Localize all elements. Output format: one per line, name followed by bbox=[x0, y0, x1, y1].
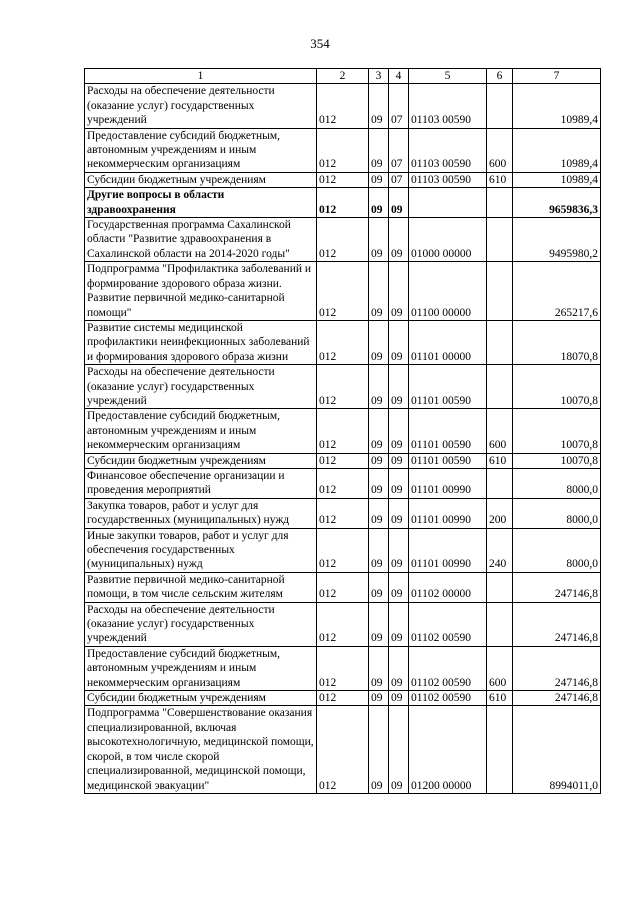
row-name-cell: Подпрограмма "Совершенствование оказания специализированной, включая высокотехнологичную, медицинской помощи, скорой, в том числе скорой специализированной, медицинской помощи, медицинской эвакуации" bbox=[85, 706, 317, 793]
row-target-article-cell: 01100 00000 bbox=[409, 262, 487, 321]
row-amount-cell: 10989,4 bbox=[513, 172, 601, 187]
column-header: 3 bbox=[369, 69, 389, 84]
table-row bbox=[85, 365, 601, 409]
row-section-cell: 09 bbox=[369, 84, 389, 128]
column-header: 1 bbox=[85, 69, 317, 84]
row-amount-cell: 10070,8 bbox=[513, 409, 601, 453]
row-target-article-cell: 01102 00590 bbox=[409, 602, 487, 646]
column-header: 4 bbox=[389, 69, 409, 84]
row-subsection-cell: 09 bbox=[389, 572, 409, 602]
row-amount-cell: 10989,4 bbox=[513, 128, 601, 172]
column-header: 7 bbox=[513, 69, 601, 84]
row-amount-cell: 247146,8 bbox=[513, 646, 601, 690]
row-target-article-cell: 01101 00990 bbox=[409, 498, 487, 528]
row-code-cell: 012 bbox=[317, 320, 369, 364]
table-row bbox=[85, 602, 601, 646]
column-header: 5 bbox=[409, 69, 487, 84]
row-expense-type-cell bbox=[487, 572, 513, 602]
row-amount-cell: 10070,8 bbox=[513, 365, 601, 409]
row-amount-cell: 9659836,3 bbox=[513, 188, 601, 218]
row-section-cell: 09 bbox=[369, 218, 389, 262]
table-header-row bbox=[85, 69, 601, 84]
row-subsection-cell: 09 bbox=[389, 218, 409, 262]
row-code-cell: 012 bbox=[317, 365, 369, 409]
row-amount-cell: 8000,0 bbox=[513, 468, 601, 498]
row-code-cell: 012 bbox=[317, 528, 369, 572]
row-code-cell: 012 bbox=[317, 572, 369, 602]
row-expense-type-cell bbox=[487, 262, 513, 321]
row-target-article-cell: 01101 00590 bbox=[409, 409, 487, 453]
row-code-cell: 012 bbox=[317, 498, 369, 528]
row-code-cell: 012 bbox=[317, 646, 369, 690]
row-expense-type-cell bbox=[487, 706, 513, 793]
row-expense-type-cell: 240 bbox=[487, 528, 513, 572]
table-row bbox=[85, 453, 601, 468]
row-code-cell: 012 bbox=[317, 188, 369, 218]
row-name-cell: Другие вопросы в области здравоохранения bbox=[85, 188, 317, 218]
row-subsection-cell: 07 bbox=[389, 84, 409, 128]
row-amount-cell: 8994011,0 bbox=[513, 706, 601, 793]
row-expense-type-cell bbox=[487, 468, 513, 498]
row-amount-cell: 8000,0 bbox=[513, 528, 601, 572]
row-target-article-cell bbox=[409, 188, 487, 218]
row-amount-cell: 10070,8 bbox=[513, 453, 601, 468]
table-row bbox=[85, 572, 601, 602]
row-name-cell: Предоставление субсидий бюджетным, автономным учреждениям и иным некоммерческим организациям bbox=[85, 646, 317, 690]
column-header: 6 bbox=[487, 69, 513, 84]
row-expense-type-cell: 610 bbox=[487, 453, 513, 468]
table-row bbox=[85, 409, 601, 453]
row-name-cell: Расходы на обеспечение деятельности (оказание услуг) государственных учреждений bbox=[85, 84, 317, 128]
table-row bbox=[85, 498, 601, 528]
row-expense-type-cell: 610 bbox=[487, 691, 513, 706]
column-header: 2 bbox=[317, 69, 369, 84]
row-code-cell: 012 bbox=[317, 691, 369, 706]
row-expense-type-cell: 200 bbox=[487, 498, 513, 528]
table-row bbox=[85, 262, 601, 321]
row-subsection-cell: 09 bbox=[389, 409, 409, 453]
row-subsection-cell: 09 bbox=[389, 468, 409, 498]
row-target-article-cell: 01200 00000 bbox=[409, 706, 487, 793]
row-name-cell: Субсидии бюджетным учреждениям bbox=[85, 172, 317, 187]
row-subsection-cell: 09 bbox=[389, 646, 409, 690]
table-row bbox=[85, 128, 601, 172]
row-name-cell: Иные закупки товаров, работ и услуг для обеспечения государственных (муниципальных) нужд bbox=[85, 528, 317, 572]
row-subsection-cell: 09 bbox=[389, 262, 409, 321]
row-section-cell: 09 bbox=[369, 172, 389, 187]
table-row bbox=[85, 320, 601, 364]
table-row bbox=[85, 706, 601, 793]
row-code-cell: 012 bbox=[317, 172, 369, 187]
row-section-cell: 09 bbox=[369, 691, 389, 706]
table-row bbox=[85, 646, 601, 690]
row-subsection-cell: 09 bbox=[389, 188, 409, 218]
row-target-article-cell: 01103 00590 bbox=[409, 128, 487, 172]
row-subsection-cell: 09 bbox=[389, 528, 409, 572]
row-section-cell: 09 bbox=[369, 498, 389, 528]
row-subsection-cell: 09 bbox=[389, 365, 409, 409]
row-expense-type-cell: 610 bbox=[487, 172, 513, 187]
row-subsection-cell: 09 bbox=[389, 498, 409, 528]
row-amount-cell: 247146,8 bbox=[513, 691, 601, 706]
table-row bbox=[85, 172, 601, 187]
row-subsection-cell: 09 bbox=[389, 691, 409, 706]
row-code-cell: 012 bbox=[317, 128, 369, 172]
row-code-cell: 012 bbox=[317, 84, 369, 128]
row-name-cell: Расходы на обеспечение деятельности (оказание услуг) государственных учреждений bbox=[85, 365, 317, 409]
table-row bbox=[85, 528, 601, 572]
row-expense-type-cell: 600 bbox=[487, 128, 513, 172]
row-code-cell: 012 bbox=[317, 218, 369, 262]
table-row bbox=[85, 218, 601, 262]
row-code-cell: 012 bbox=[317, 453, 369, 468]
row-section-cell: 09 bbox=[369, 528, 389, 572]
row-name-cell: Субсидии бюджетным учреждениям bbox=[85, 453, 317, 468]
row-amount-cell: 10989,4 bbox=[513, 84, 601, 128]
budget-table bbox=[84, 68, 601, 794]
row-amount-cell: 247146,8 bbox=[513, 602, 601, 646]
row-amount-cell: 247146,8 bbox=[513, 572, 601, 602]
row-expense-type-cell: 600 bbox=[487, 646, 513, 690]
row-target-article-cell: 01102 00590 bbox=[409, 691, 487, 706]
row-target-article-cell: 01101 00590 bbox=[409, 365, 487, 409]
row-amount-cell: 265217,6 bbox=[513, 262, 601, 321]
row-name-cell: Подпрограмма "Профилактика заболеваний и формирование здорового образа жизни. Развитие первичной медико-санитарной помощи" bbox=[85, 262, 317, 321]
row-expense-type-cell bbox=[487, 365, 513, 409]
row-expense-type-cell bbox=[487, 84, 513, 128]
table-row bbox=[85, 468, 601, 498]
row-amount-cell: 18070,8 bbox=[513, 320, 601, 364]
row-section-cell: 09 bbox=[369, 572, 389, 602]
row-subsection-cell: 09 bbox=[389, 602, 409, 646]
row-section-cell: 09 bbox=[369, 453, 389, 468]
page-number: 354 bbox=[310, 36, 330, 51]
row-code-cell: 012 bbox=[317, 706, 369, 793]
row-name-cell: Государственная программа Сахалинской области "Развитие здравоохранения в Сахалинской области на 2014-2020 годы" bbox=[85, 218, 317, 262]
row-name-cell: Предоставление субсидий бюджетным, автономным учреждениям и иным некоммерческим организациям bbox=[85, 128, 317, 172]
row-code-cell: 012 bbox=[317, 468, 369, 498]
row-subsection-cell: 09 bbox=[389, 706, 409, 793]
row-name-cell: Развитие системы медицинской профилактики неинфекционных заболеваний и формирования здорового образа жизни bbox=[85, 320, 317, 364]
row-name-cell: Финансовое обеспечение организации и проведения мероприятий bbox=[85, 468, 317, 498]
row-target-article-cell: 01101 00000 bbox=[409, 320, 487, 364]
row-name-cell: Субсидии бюджетным учреждениям bbox=[85, 691, 317, 706]
row-subsection-cell: 09 bbox=[389, 453, 409, 468]
row-section-cell: 09 bbox=[369, 646, 389, 690]
row-target-article-cell: 01101 00590 bbox=[409, 453, 487, 468]
row-section-cell: 09 bbox=[369, 320, 389, 364]
table-row bbox=[85, 188, 601, 218]
row-code-cell: 012 bbox=[317, 409, 369, 453]
row-code-cell: 012 bbox=[317, 602, 369, 646]
row-amount-cell: 8000,0 bbox=[513, 498, 601, 528]
table-row bbox=[85, 691, 601, 706]
row-subsection-cell: 07 bbox=[389, 172, 409, 187]
row-section-cell: 09 bbox=[369, 706, 389, 793]
row-target-article-cell: 01103 00590 bbox=[409, 172, 487, 187]
row-section-cell: 09 bbox=[369, 409, 389, 453]
row-target-article-cell: 01000 00000 bbox=[409, 218, 487, 262]
row-subsection-cell: 07 bbox=[389, 128, 409, 172]
row-expense-type-cell bbox=[487, 218, 513, 262]
row-expense-type-cell: 600 bbox=[487, 409, 513, 453]
row-target-article-cell: 01101 00990 bbox=[409, 468, 487, 498]
row-section-cell: 09 bbox=[369, 262, 389, 321]
row-name-cell: Развитие первичной медико-санитарной помощи, в том числе сельским жителям bbox=[85, 572, 317, 602]
row-expense-type-cell bbox=[487, 602, 513, 646]
row-subsection-cell: 09 bbox=[389, 320, 409, 364]
row-section-cell: 09 bbox=[369, 128, 389, 172]
row-section-cell: 09 bbox=[369, 468, 389, 498]
row-target-article-cell: 01103 00590 bbox=[409, 84, 487, 128]
row-name-cell: Расходы на обеспечение деятельности (оказание услуг) государственных учреждений bbox=[85, 602, 317, 646]
row-target-article-cell: 01102 00000 bbox=[409, 572, 487, 602]
table-row bbox=[85, 84, 601, 128]
row-expense-type-cell bbox=[487, 188, 513, 218]
row-target-article-cell: 01102 00590 bbox=[409, 646, 487, 690]
row-target-article-cell: 01101 00990 bbox=[409, 528, 487, 572]
row-amount-cell: 9495980,2 bbox=[513, 218, 601, 262]
row-name-cell: Закупка товаров, работ и услуг для государственных (муниципальных) нужд bbox=[85, 498, 317, 528]
row-section-cell: 09 bbox=[369, 188, 389, 218]
row-name-cell: Предоставление субсидий бюджетным, автономным учреждениям и иным некоммерческим организациям bbox=[85, 409, 317, 453]
row-section-cell: 09 bbox=[369, 365, 389, 409]
row-code-cell: 012 bbox=[317, 262, 369, 321]
row-expense-type-cell bbox=[487, 320, 513, 364]
row-section-cell: 09 bbox=[369, 602, 389, 646]
